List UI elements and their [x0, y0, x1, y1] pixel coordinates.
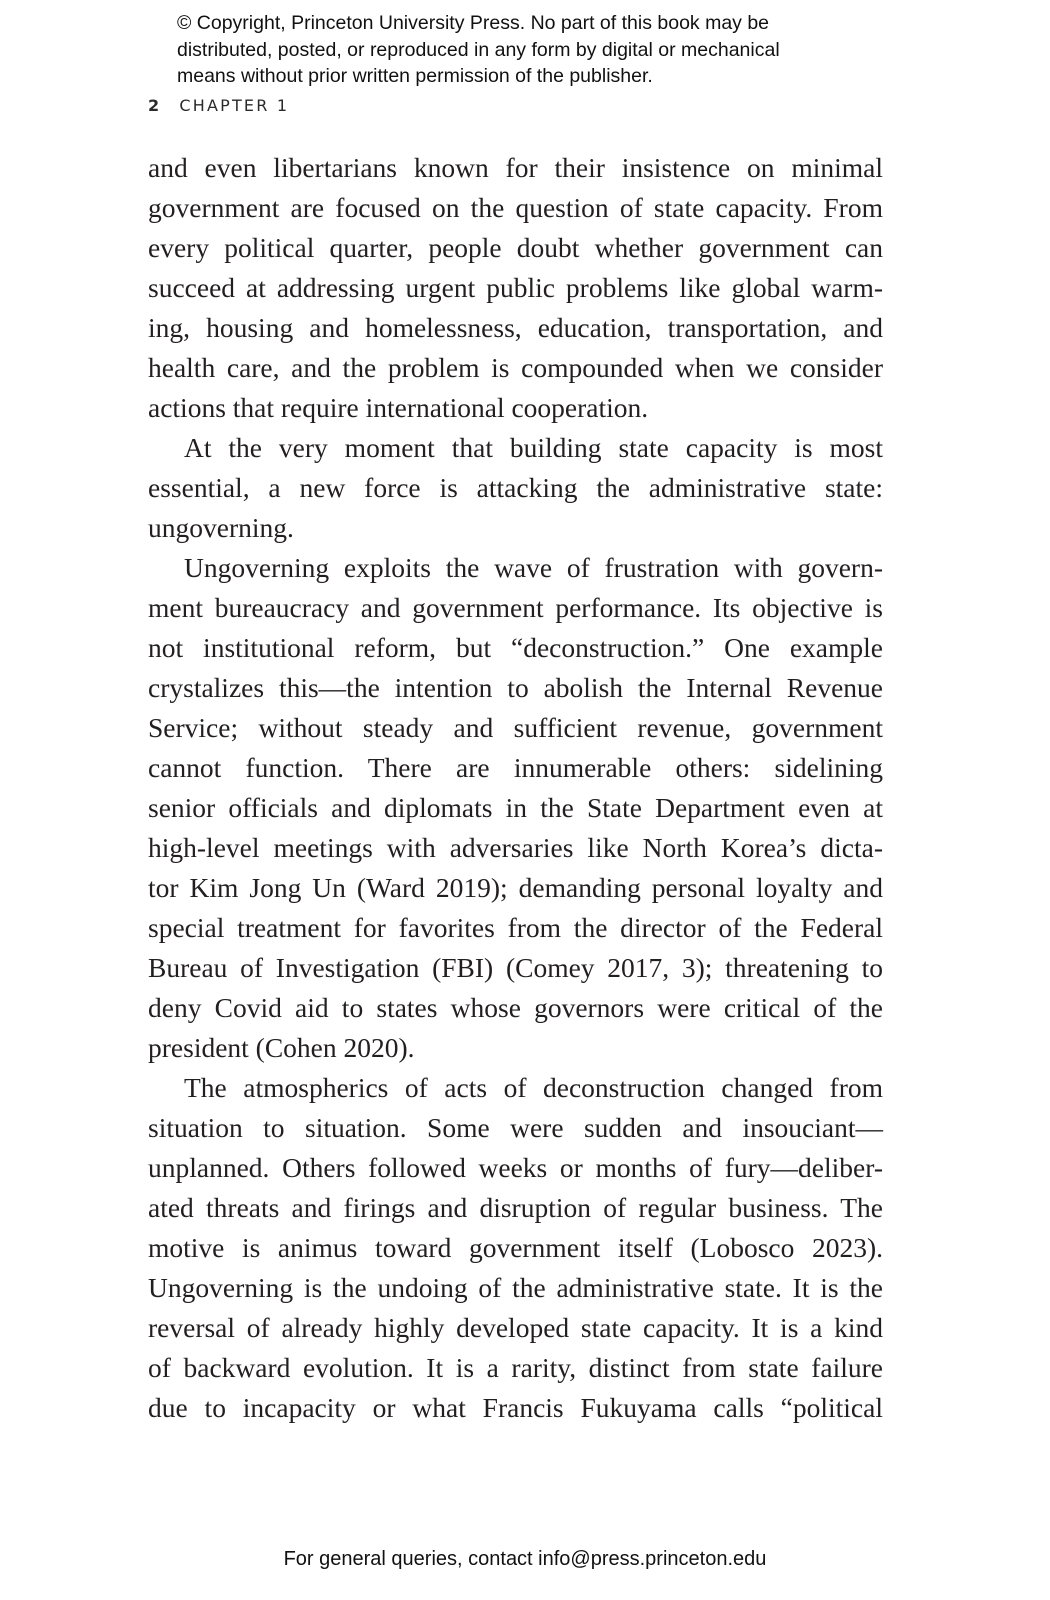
body-line: The atmospherics of acts of deconstruction changed from	[184, 1072, 883, 1103]
page-number: 2	[148, 96, 162, 115]
body-line: president (Cohen 2020).	[148, 1032, 415, 1063]
copyright-line: © Copyright, Princeton University Press. No part of this book may be	[177, 12, 770, 34]
body-line: due to incapacity or what Francis Fukuyama calls “political	[148, 1392, 883, 1423]
body-line: situation to situation. Some were sudden and insouciant—	[148, 1112, 883, 1143]
body-line: essential, a new force is attacking the administrative state:	[148, 472, 883, 503]
body-line: health care, and the problem is compounded when we consider	[148, 352, 883, 383]
body-line: ungoverning.	[148, 512, 294, 543]
body-line: Ungoverning is the undoing of the administrative state. It is the	[148, 1272, 883, 1303]
body-line: senior officials and diplomats in the State Department even at	[148, 792, 883, 823]
running-head	[148, 96, 289, 115]
body-line: tor Kim Jong Un (Ward 2019); demanding personal loyalty and	[148, 872, 883, 903]
copyright-line: means without prior written permission of the publisher.	[177, 65, 653, 87]
body-text	[148, 148, 883, 1428]
footer-contact: For general queries, contact info@press.princeton.edu	[283, 1548, 767, 1570]
body-line: Service; without steady and sufficient revenue, government	[148, 712, 883, 743]
body-line: succeed at addressing urgent public problems like global warm-	[148, 272, 883, 303]
body-line: special treatment for favorites from the director of the Federal	[148, 912, 883, 943]
copyright-notice	[177, 10, 897, 90]
body-line: reversal of already highly developed state capacity. It is a kind	[148, 1312, 883, 1343]
body-line: high-level meetings with adversaries like North Korea’s dicta-	[148, 832, 883, 863]
body-line: Bureau of Investigation (FBI) (Comey 2017, 3); threatening to	[148, 952, 883, 983]
body-line: unplanned. Others followed weeks or months of fury—deliber-	[148, 1152, 883, 1183]
body-line: ment bureaucracy and government performance. Its objective is	[148, 592, 883, 623]
body-line: crystalizes this—the intention to abolish the Internal Revenue	[148, 672, 883, 703]
body-line: deny Covid aid to states whose governors were critical of the	[148, 992, 883, 1023]
body-line: ated threats and firings and disruption of regular business. The	[148, 1192, 883, 1223]
body-line: and even libertarians known for their insistence on minimal	[148, 152, 883, 183]
copyright-line: distributed, posted, or reproduced in any form by digital or mechanical	[177, 38, 780, 61]
body-line: of backward evolution. It is a rarity, distinct from state failure	[148, 1352, 883, 1383]
body-line: Ungoverning exploits the wave of frustration with govern-	[184, 552, 883, 583]
body-line: ing, housing and homelessness, education, transportation, and	[148, 312, 883, 343]
body-line: not institutional reform, but “deconstruction.” One example	[148, 632, 883, 663]
body-line: actions that require international cooperation.	[148, 392, 649, 423]
body-line: every political quarter, people doubt whether government can	[148, 232, 883, 263]
body-line: government are focused on the question of state capacity. From	[148, 192, 883, 223]
body-line: motive is animus toward government itself (Lobosco 2023).	[148, 1232, 883, 1263]
body-line: At the very moment that building state capacity is most	[184, 432, 883, 463]
chapter-label: CHAPTER 1	[179, 96, 290, 115]
body-line: cannot function. There are innumerable others: sidelining	[148, 752, 883, 783]
